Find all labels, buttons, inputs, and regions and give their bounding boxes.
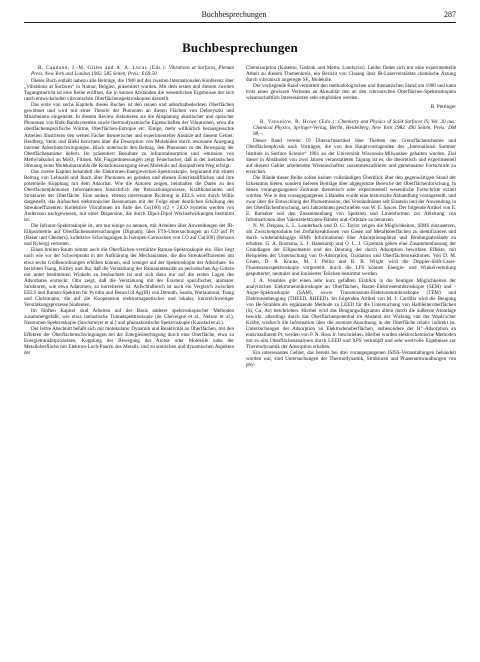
two-column-body bbox=[24, 65, 456, 368]
paragraph-continuation: Chemisorption (Kasemo, Gadzuk und Metiu, Lundqvist). Leider findet sich nur eine experimentelle Arbeit zu diesem Themenkreis, ein Bericht von Chuang über IR-Laserverstärkte chemische Ätzung durch vibronisch angeregte SF₆ Moleküle. bbox=[246, 65, 456, 84]
paragraph: Ein interessantes Gebiet, das bereits bei drei vorangegangenen ISISS-Veranstaltungen behandelt worden war, sind Untersuchungen der Thermodynamik, Strukturen und Phasenumwandlungen von phy- bbox=[246, 350, 456, 369]
right-column bbox=[246, 65, 456, 368]
paragraph: Die Infrarot-Spektroskopie ist, um nur einige zu nennen, mit Arbeiten über Anwendungen der IR-Ellipsometrie auf Oberflächenuntersuchungen (Dignam), über FTS-Untersuchungen an CO auf Pt (Baker und Chesters), kollektive Schwingungen in Isotopen-Gemischen von CO auf Cu(100) (Persson und Ryberg) vertreten. bbox=[24, 223, 234, 248]
paragraph: Im fünften Kapitel sind Arbeiten auf der Basis anderer spektroskopischer Methoden zusammengefaßt, wie etwa inelastische Tunnelspektroskopie (de Cheveigné et al., Nelson et al.), Neutronen-Spektroskopie (Stockmeyer et al.) und photoakustische Spektroskopie (Konstad et al.). bbox=[24, 307, 234, 326]
section-title: Buchbesprechungen bbox=[182, 40, 298, 55]
journal-page bbox=[24, 10, 456, 654]
paragraph: Dieses Buch enthält nahezu alle Beiträge, die 1980 auf der zweiten Internationalen Konferenz über „Vibrations at Surfaces“ in Namur, Belgien, präsentiert wurden. Mit dem ersten und diesem zweiten Tagungsbericht ist eine Reihe eröffnet, die in kurzen Abständen die wesentlichen Ergebnisse der sich rasch entwickelnden vibronischen Oberflächenspektroskopien darstellt. bbox=[24, 78, 234, 103]
reviewer-signature: B. Pettinger bbox=[430, 104, 456, 111]
paragraph: J. A. Venables gibt einen sehr kurz gefaßten Einblick in die heutigen Möglichkeiten der analytischen Elektronenmikroskopie an Oberflächen, Raster-Elektronenmikroskopie (SEM) und -Auger-Spektroskopie (SAM), sowie Transmissions-Elektronenmikroskopie (TEM) und Elektronenbeugung (THEED, RHEED). Im folgenden Artikel von M. J. Cardillo wird die Beugung von He-Strahlen als ergänzende Methode zu LEED für die Untersuchung von Halbleiteroberflächen (Si, Ga, As) beschrieben. Hierbei wird das Beugungsdiagramm allein durch die äußerste Atomlage bewirkt, allerdings durch das Oberflächenpotential im Abstand der Wirkung van der Waals'scher Kräfte, wodurch die Information über die atomare Anordnung in der Oberfläche relativ indirekt ist. Untersuchungen der Adsorption an Elektrodenoberflächen, insbesondere der H⁺-Adsorption an einkristallinem Pt, werden von P. N. Ross Jr. beschrieben. Hierbei wurden elektrochemische Methoden mit ex-situ Oberflächenanalysen durch LEED und XPS verknüpft und sehr wertvolle Ergebnisse zur Thermodynamik der Adsorption erhalten. bbox=[246, 277, 456, 351]
page-number: 287 bbox=[444, 10, 456, 19]
running-header bbox=[24, 10, 456, 23]
paragraph: Das zweite Kapitel behandelt die Elektronen-Energieverlust-Spektroskopie, beginnend mit einem Beitrag von Lehwald und Ibach über Phononen an geraden und ebenen Einkristallflächen und ihre potentielle Kopplung mit dem Adsorbat. Wie die Autoren zeigen, beinhalten die Daten zu den Oberflächenphononen Informationen hinsichtlich der Relaxationsprozesse, Kraftkonstanten und Strukturen der Oberfläche. Eine andere, ebenso interessante Richtung in EELS wird durch Willis dargestellt, das Aufsuchen elektronischer Resonanzen mit der Folge einer deutlichen Erhöhung des Streukoeffizienten. Kollektive Vibrationen im Falle des Cu(100) c(2 × 2)CO Systems werden von Andersson nachgewiesen, mit einer Dispersion, die durch Dipol-Dipol Wechselwirkungen bestimmt ist. bbox=[24, 168, 234, 224]
left-column bbox=[24, 65, 234, 368]
book-1-authors: R. Caudano, J.-M. Gilles and A. A. Lucas (Eds.): bbox=[38, 65, 167, 71]
paragraph: N. W. Delgass, L. L. Lauderback und D. G. Taylor zeigen die Möglichkeiten, SIMS einzusetzen, um Zwischenprodukte bei Zerfallsreaktionen von Gasen auf Metalloberflächen zu identifizieren und durch winkelabhängige SIMS Informationen über Adsorptionsplätze und Bindungsabstände zu erhalten. G. A. Bootsma, L. J. Hanekamp und O. L. J. Gijzeman geben eine Zusammenfassung der Grundlagen der Ellipsometrie und der Deutung der durch Adsorption bewirkten Effekte, mit Beispielen der Untersuchung von O-Adsorption, Oxidation und Oberflächenreaktionen. Von D. M. Gruen, D. R. Krauss, M. J. Pellin und R. B. Wright wird die Doppler-Shift-Laser-Fluoreszenzspektroskopie vorgestellt, durch die LFS können Energie- und Winkelverteilung gesputterter, neutraler und Ionisierter Teilchen bestimmt werden. bbox=[246, 223, 456, 278]
paragraph: Die Bände dieser Reihe sollen keinen vollständigen Überblick über den gegenwärtigen Stand der Erkenntnis bieten, sondern lieferen Beiträge über abgegrenzte Bereiche der Oberflächenforschung, in denen vorangegangenen Zeitraum theoretisch oder experimentell wesentliche Fortschritte erzielt wurden. Wie in den vorangegangenen 3 Bänden wurde eine historische Abhandlung vorangestellt, und zwar über die Entwicklung der Photoemission, des Verständnisses seit Einstein und der Anwendung in der Oberflächenforschung, seit Jahrzehnten geschrieben von W. E. Spicer. Der folgende Artikel von E. E. Ramaker soll den Zusammenhang von Spektren und Linienformen zur Ableitung von Informationen über Valenzelektronen-Bänder und -Orbitale zu benutzen. bbox=[246, 174, 456, 224]
book-1-details: Vibrations at Surfaces, Plenum Press, New York and London 1982. 585 Seiten, Preis: $ 69.50. bbox=[31, 65, 234, 78]
running-header-title: Buchbesprechungen bbox=[201, 10, 267, 19]
paragraph: Der letzte Abschnitt befaßt sich mit molekularer Dynamik und Reaktivität an Oberflächen, mit den Effekten der Oberflächenschwingungen bei der Energieübertragung durch eine Oberfläche, etwa zu Energietransferprozessen, Kopplung der Bewegung der Atome oder Moleküle nahe der Metalloberfläche mit Elektron-Loch-Paaren des Metalls, und zu statischen und dynamischen Aspekten der bbox=[24, 326, 234, 357]
paragraph: Das erste von sechs Kapiteln dieses Buches ist den reinen und adsorbatbedeckten Oberflächen gewidmet und wird mit einer Theorie der Phononen an diesen Flächen von Debreyszki und Mitarbeitern eingeleitet. In diesem Review diskutieren sie die Absplatung akustischer und optischer Phononen von Bulk-Bandsystemen sowie thermodynamische Eigenschaften der Vibrationen, etwa die oberflächenspezifische Wärme, Oberflächen-Entropie etc. Einige, mehr willkürlich herausgesuchte Arbeiten illustrieren den weiten Fächer theoretischer und experimenteller Ansätze auf diesem Gebiet: Heidberg, Stein und Riehl berichten über die Desorption von Molekülen durch resonante Anregung interner Adsorbatschwingungen. Black untersucht den Beitrag, den Phononen zu der Bewegung der Oberflächenatome liefern. Ito präsentiert Resultate zu Infrarotabsorption und -emission von Methylalkohol an MoO₃ Filmen. Mit Flugzeitmessungen zeigt Feuerbacher, daß in der inelastischen Streuung eines Molekularstrahls die Rotationsanregung eines Moleküls auf dissipativem Weg erfolgt. bbox=[24, 102, 234, 169]
paragraph: Der vorliegende Band vermittelt den methodologischen und thematischen Stand um 1980 und kann trotz eines gewissen Verlustes an Aktualität den an den vibronischen Oberflächen-Spektroskopien wissenschaftlich Interessierten sehr empfohlen werden. bbox=[246, 83, 456, 102]
book-reference-1 bbox=[24, 65, 234, 77]
paragraph: Einen breiten Raum nimmt auch die Oberflächen-verstärkte Raman-Spektroskopie ein. Hier liegt nach wie vor der Schwerpunkt in der Aufklärung der Mechanismen, die den Streukoeffizienten um etwa sechs Größenordnungen erhöhen können, und weniger auf der Spektroskopie der Adsorbate. So berichten Tsang, Kirtley und Jha, daß die Verstärkung der Ramanintensität an periodischen Ag-Gittern nur unter bestimmten Winkeln zu beobachten ist und sich dann nur auf die ersten Lagen des Adsorbates erstreckt. Otto zeigt, daß die Verstärkung mit der Existenz spezifischer, atomarer Strukturen, wie etwa Adatomen, zu korrelieren ist. Aufschlußreich ist auch ein Vergleich zwischen EELS und Raman-Spektren für Pyridin und Benzol of Ag(III) von Demuth, Sanda, Warlaumont, Tsang und Christmann, die auf die Kooperation elektromagnetischer und lokaler, kurzreichweitiger Verstärkungsprozesse hindeuten. bbox=[24, 247, 234, 308]
book-2-authors: R. Vanselow, R. Howe (Eds.): bbox=[260, 119, 337, 126]
paragraph: Dieser Band vereint 19 Übersichtsartikel über Themen der Grenzflächenchemie und Oberflächenphysik nach Vorträgen, die von den Hauptvortragenden des „International Summer Institute in Surface Science“ 1981 an der Universität Wisconsin-Milwaukee gehalten wurden. Ziel dieser in Abständen von zwei Jahren veranstalteten Tagung ist es, die theoretisch und experimentell auf diesem Gebiet arbeitenden Wissenschaftler zusammenzuführen und gemeinsame Fortschritte zu erreichen. bbox=[246, 138, 456, 175]
book-2-details: Chemistry and Physics of Solid Surfaces IV, Vol. 20 aus: Chemical Physics, Springer-Verlag, Berlin, Heidelberg, New York 1982. 496 Seiten, Preis: DM 98,–. bbox=[253, 119, 456, 138]
book-reference-2 bbox=[246, 119, 456, 137]
